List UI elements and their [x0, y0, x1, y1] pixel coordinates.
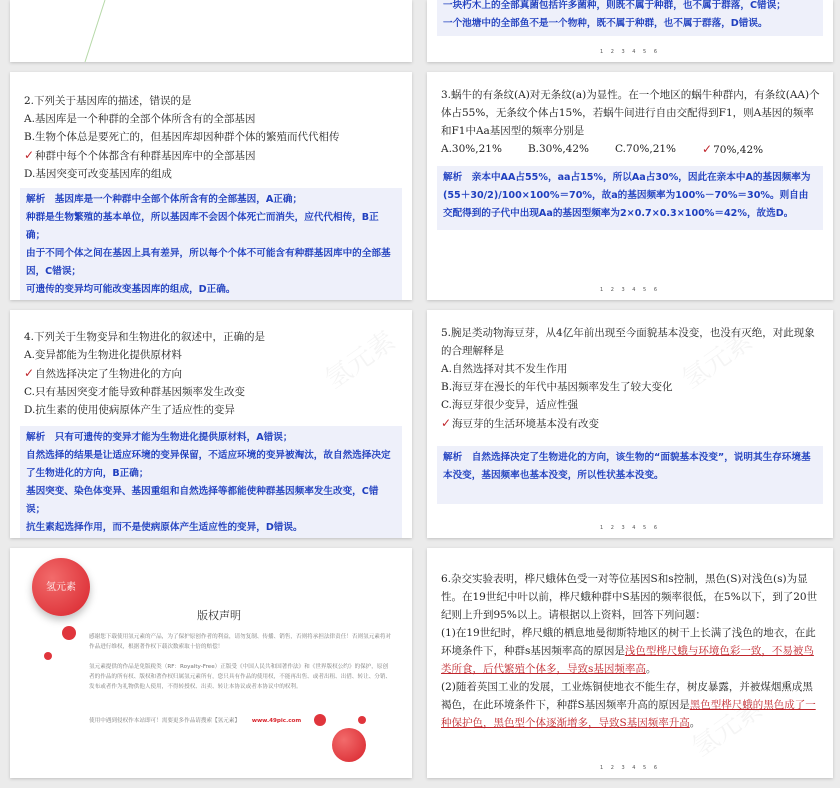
option-a: A.变异都能为生物进化提供原材料 [24, 349, 182, 361]
question-2: (2)随着英国工业的发展，工业炼铜使地衣不能生存，树皮暴露，并被煤烟熏成黑褐色，在此环境条件下，种群S基因频率升高的原因是黑色型桦尺蛾的黑色成了一种保护色，黑色型个体逐渐增多，导致S基因频率升高。 [441, 681, 816, 729]
analysis-line: 由于不同个体之间在基因上具有差异，所以每个个体不可能含有种群基因库中的全部基因，C错误； [26, 248, 391, 277]
analysis-box [20, 188, 402, 300]
question-text: 3.蜗牛的有条纹(A)对无条纹(a)为显性。在一个地区的蜗牛种群内，有条纹(AA)个体占55%，无条纹个体占15%，若蜗牛间进行自由交配得到F1，则A基因的频率和F1中Aa基因型的频率分别是 [441, 89, 820, 137]
analysis-box [437, 0, 823, 36]
option-b: B.30%,42% [527, 143, 590, 155]
analysis-line: 基因突变、染色体变异、基因重组和自然选择等都能使种群基因频率发生改变，C错误； [26, 486, 379, 515]
question-block [441, 324, 821, 433]
slide-8 [427, 548, 833, 778]
analysis-line: 一块朽木上的全部真菌包括许多菌种，则既不属于种群，也不属于群落，C错误； [443, 0, 786, 11]
option-d: D.基因突变可改变基因库的组成 [24, 168, 172, 180]
answer-1: 浅色型桦尺蛾与环境色彩一致，不易被鸟类所食，后代繁殖个体多，导致s基因频率高 [441, 645, 814, 675]
analysis-line: 种群是生物繁殖的基本单位，所以基因库不会因个体死亡而消失，应代代相传，B正确； [26, 212, 379, 241]
analysis-line: 抗生素起选择作用，而不是使病原体产生适应性的变异，D错误。 [26, 522, 303, 533]
question-1: (1)在19世纪时，桦尺蛾的栖息地曼彻斯特地区的树干上长满了浅色的地衣，在此环境条件下，种群s基因频率高的原因是浅色型桦尺蛾与环境色彩一致，不易被鸟类所食，后代繁殖个体多，导致s基因频率高。 [441, 627, 816, 675]
option-a: A.30%,21% [441, 143, 502, 155]
question-intro: 6.杂交实验表明，桦尺蛾体色受一对等位基因S和s控制，黑色(S)对浅色(s)为显性。在19世纪中叶以前，桦尺蛾种群中S基因的频率很低，在5%以下，到了20世纪则上升到95%以上。请根据以上资料，回答下列问题： [441, 573, 818, 621]
option-b: ✓自然选择决定了生物进化的方向 [24, 366, 183, 380]
pager[interactable]: 1 2 3 4 5 6 [599, 49, 661, 55]
analysis-box [437, 446, 823, 504]
answer-2: 黑色型桦尺蛾的黑色成了一种保护色，黑色型个体逐渐增多，导致S基因频率升高 [441, 699, 816, 729]
slide-1 [10, 0, 412, 62]
option-c: ✓种群中每个个体都含有种群基因库中的全部基因 [24, 148, 256, 162]
analysis-line: 一个池塘中的全部鱼不是一个物种，既不属于种群，也不属于群落，D错误。 [443, 18, 768, 29]
analysis-line: 可遗传的变异均可能改变基因库的组成，D正确。 [26, 284, 236, 295]
site-link[interactable]: www.49pic.com [251, 718, 302, 724]
options-row [441, 140, 821, 159]
slide-7-copyright [10, 548, 412, 778]
analysis-box [20, 426, 402, 538]
decorative-circle [44, 652, 52, 660]
question-text: 5.腕足类动物海豆芽，从4亿年前出现至今面貌基本没变，也没有灭绝，对此现象的合理解释是 [441, 327, 815, 357]
option-b: B.海豆芽在漫长的年代中基因频率发生了较大变化 [441, 381, 673, 393]
slide-6 [427, 310, 833, 538]
copyright-title: 版权声明 [197, 609, 241, 622]
option-a: A.自然选择对其不发生作用 [441, 363, 568, 375]
question-block [24, 328, 400, 419]
analysis-line: 解析 只有可遗传的变异才能为生物进化提供原材料，A错误； [26, 432, 293, 443]
copyright-paragraph: 氢元素提供的作品是免版税类（RF：Royalty-Free）正版受《中国人民共和国著作法》和《世界版权公约》的保护，原创者的作品的所有权、版权和著作权归属氢元素所有，您只具有作品的使用权，不能再出售、或者出租、出借、转让、分销、发布或者作为礼物供他人使用，不得转授权、出卖、转让本协议或者本协议中的权利。 [89, 664, 392, 690]
decorative-circle [62, 626, 76, 640]
analysis-box [437, 166, 823, 230]
pager[interactable]: 1 2 3 4 5 6 [599, 287, 661, 293]
question-block [441, 86, 821, 159]
question-text: 4.下列关于生物变异和生物进化的叙述中，正确的是 [24, 331, 266, 343]
option-c: C.海豆芽很少变异，适应性强 [441, 399, 578, 411]
analysis-line: 解析 基因库是一个种群中全部个体所含有的全部基因，A正确； [26, 194, 303, 205]
pager[interactable]: 1 2 3 4 5 6 [599, 765, 661, 771]
check-mark-icon: ✓ [441, 416, 452, 430]
option-b: B.生物个体总是要死亡的，但基因库却因种群个体的繁殖而代代相传 [24, 131, 340, 143]
option-c: C.只有基因突变才能导致种群基因频率发生改变 [24, 386, 245, 398]
question-text: 2.下列关于基因库的描述，错误的是 [24, 95, 192, 107]
decorative-circle [332, 728, 366, 762]
slide-4 [427, 72, 833, 300]
slide-3 [10, 72, 412, 300]
option-d: ✓海豆芽的生活环境基本没有改变 [441, 416, 600, 430]
question-block [441, 570, 821, 732]
option-d: D.抗生素的使用使病原体产生了适应性的变异 [24, 404, 235, 416]
decorative-line [10, 0, 412, 62]
option-d: ✓70%,42% [702, 142, 764, 156]
pager[interactable]: 1 2 3 4 5 6 [599, 525, 661, 531]
brand-badge: 氢元素 [46, 582, 76, 593]
option-a: A.基因库是一个种群的全部个体所含有的全部基因 [24, 113, 256, 125]
copyright-paragraph: 感谢您下载使用氢元素的产品，为了保护原创作者的利益，请勿复制、传播、销售，否则将承担法律责任！否则氢元素将对作品进行维权，根据著作权下载次数索取十倍的赔偿！ [89, 634, 392, 650]
check-mark-icon: ✓ [24, 366, 35, 380]
option-c: C.70%,21% [615, 143, 677, 155]
check-mark-icon: ✓ [702, 142, 713, 156]
slide-5 [10, 310, 412, 538]
analysis-line: 自然选择的结果是让适应环境的变异保留，不适应环境的变异被淘汰，故自然选择决定了生物进化的方向，B正确； [26, 450, 391, 479]
check-mark-icon: ✓ [24, 148, 35, 162]
analysis-line: 解析 自然选择决定了生物进化的方向，该生物的“面貌基本没变”，说明其生存环境基本没变，基因频率也基本没变，所以性状基本没变。 [443, 452, 811, 481]
copyright-footer: 使用中遇到侵权作本站即可！需要更多作品请搜索【氢元素】 www.49pic.com [89, 718, 302, 724]
slide-2 [427, 0, 833, 62]
question-block [24, 92, 400, 183]
analysis-line: 解析 亲本中AA占55%，aa占15%，所以Aa占30%，因此在亲本中A的基因频率为(55＋30/2)/100×100%＝70%，故a的基因频率为100%－70%＝30%。则自由交配得到的子代中出现Aa的基因型频率为2×0.7×0.3×100%＝42%，故选D。 [443, 172, 811, 219]
